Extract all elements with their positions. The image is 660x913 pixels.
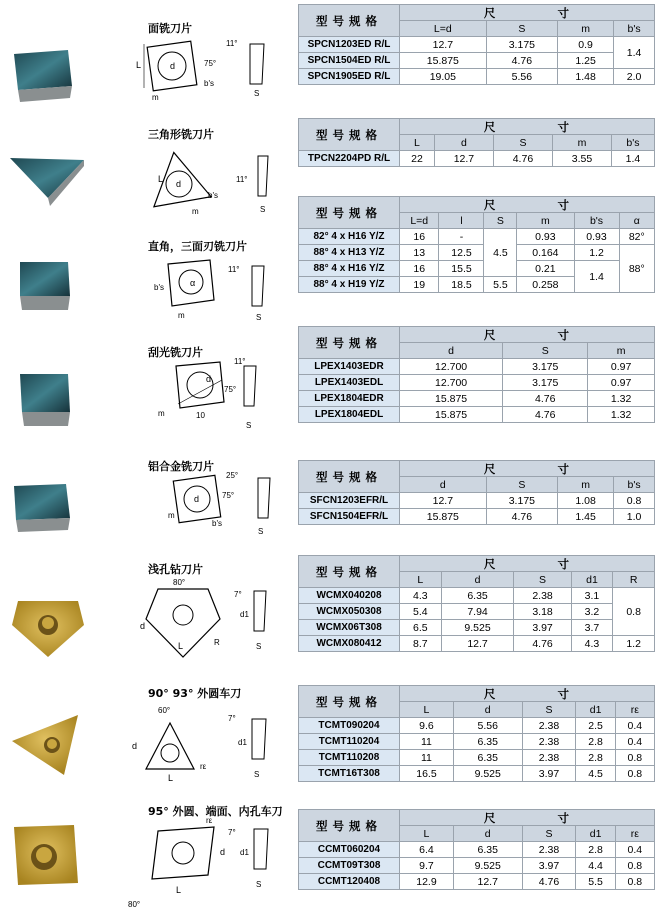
section-title: 95° 外圆、端面、内孔车刀 xyxy=(148,805,283,818)
svg-text:rε: rε xyxy=(206,817,213,825)
table-row: CCMT120408 12.9 12.7 4.76 5.5 0.8 xyxy=(299,874,655,890)
svg-text:d1: d1 xyxy=(240,848,249,857)
table-row: TCMT16T308 16.5 9.525 3.97 4.5 0.8 xyxy=(299,766,655,782)
section-side-milling xyxy=(0,190,660,320)
insert-photo-square xyxy=(8,46,78,110)
svg-text:75°: 75° xyxy=(222,491,235,500)
svg-text:b's: b's xyxy=(154,283,164,292)
spec-table: 型号规格 尺 寸 L d S d1 rε TCMT090204 9.6 5.56 2.38 2.5 0.4 TCMT110204 11 6.35 2.38 2.8 0.4 TCMT110208 11 6.35 2.38 2.8 0.8 TCMT16T308 16.5 9.525 3.97 4.5 0.8 xyxy=(298,685,655,782)
svg-text:S: S xyxy=(254,770,260,779)
table-row: SPCN1905ED R/L 19.05 5.56 1.48 2.0 xyxy=(299,69,655,85)
spec-table: 型号规格 尺 寸 L d S d1 R WCMX040208 4.3 6.35 2.38 3.1 0.8 WCMX050308 5.4 7.94 3.18 3.2 WCMX06T308 6.5 9.525 3.97 3.7 WCMX080412 8.7 12.7 4.76 4.3 1.2 xyxy=(298,555,655,652)
table-row: LPEX1804EDL 15.875 4.76 1.32 xyxy=(299,407,655,423)
spec-table: 型号规格 尺 寸 L=d S m b's SPCN1203ED R/L 12.7 3.175 0.9 1.4 SPCN1504ED R/L 15.875 4.76 1.25 SPCN1905ED R/L 19.05 5.56 1.48 2.0 xyxy=(298,4,655,85)
insert-photo-rectangle xyxy=(8,256,78,320)
insert-diagram xyxy=(128,36,278,106)
svg-text:d: d xyxy=(132,741,138,751)
svg-text:7°: 7° xyxy=(228,714,236,723)
model-header: 型号规格 xyxy=(299,5,400,37)
spec-table: 型号规格 尺 寸 d S m b's SFCN1203EFR/L 12.7 3.175 1.08 0.8 SFCN1504EFR/L 15.875 4.76 1.45 1.0 xyxy=(298,460,655,525)
svg-text:11°: 11° xyxy=(226,39,238,48)
insert-diagram xyxy=(128,254,278,328)
model-header: 型号规格 xyxy=(299,119,400,151)
svg-text:L: L xyxy=(168,773,174,783)
svg-text:L: L xyxy=(176,885,182,895)
svg-text:d: d xyxy=(176,179,182,189)
insert-photo-rhombic-gold xyxy=(8,823,88,893)
svg-text:m: m xyxy=(158,409,165,418)
svg-text:S: S xyxy=(256,313,262,322)
svg-text:S: S xyxy=(246,421,252,430)
table-row: WCMX040208 4.3 6.35 2.38 3.1 0.8 xyxy=(299,588,655,604)
spec-table: 型号规格 尺 寸 d S m LPEX1403EDR 12.700 3.175 0.97 LPEX1403EDL 12.700 3.175 0.97 LPEX1804EDR 15.875 4.76 1.32 LPEX1804EDL 15.875 4.76 1.32 xyxy=(298,326,655,423)
insert-diagram xyxy=(128,472,278,542)
table-row: WCMX06T308 6.5 9.525 3.97 3.7 xyxy=(299,620,655,636)
svg-text:S: S xyxy=(260,205,266,214)
insert-photo-trigon-gold xyxy=(8,595,88,665)
table-row: WCMX080412 8.7 12.7 4.76 4.3 1.2 xyxy=(299,636,655,652)
insert-diagram xyxy=(128,358,278,438)
table-row: LPEX1403EDL 12.700 3.175 0.97 xyxy=(299,375,655,391)
svg-text:75°: 75° xyxy=(224,385,237,394)
model-header: 型号规格 xyxy=(299,810,400,842)
table-row: 88° 4 x H19 Y/Z 19 18.5 5.5 0.258 xyxy=(299,277,655,293)
model-header: 型号规格 xyxy=(299,461,400,493)
svg-text:b's: b's xyxy=(212,519,222,528)
section-aluminum-milling xyxy=(0,450,660,545)
svg-text:11°: 11° xyxy=(236,175,248,184)
dimension-header: 尺 寸 xyxy=(400,556,655,572)
table-row: TCMT110204 11 6.35 2.38 2.8 0.4 xyxy=(299,734,655,750)
dimension-header: 尺 寸 xyxy=(400,327,655,343)
section-title: 90° 93° 外圆车刀 xyxy=(148,687,242,700)
table-row: LPEX1804EDR 15.875 4.76 1.32 xyxy=(299,391,655,407)
section-title: 面铣刀片 xyxy=(148,22,192,35)
svg-text:11°: 11° xyxy=(228,265,240,274)
svg-text:d: d xyxy=(206,374,212,384)
table-row: SFCN1504EFR/L 15.875 4.76 1.45 1.0 xyxy=(299,509,655,525)
svg-text:d: d xyxy=(170,61,176,71)
table-row: TCMT090204 9.6 5.56 2.38 2.5 0.4 xyxy=(299,718,655,734)
svg-text:S: S xyxy=(256,642,262,651)
dimension-header: 尺 寸 xyxy=(400,197,655,213)
dimension-header: 尺 寸 xyxy=(400,686,655,702)
table-row: TPCN2204PD R/L 22 12.7 4.76 3.55 1.4 xyxy=(299,151,655,167)
svg-text:L: L xyxy=(136,60,142,70)
section-turning-rhombic xyxy=(0,795,660,910)
svg-text:7°: 7° xyxy=(228,828,236,837)
table-row: LPEX1403EDR 12.700 3.175 0.97 xyxy=(299,359,655,375)
section-title: 铝合金铣刀片 xyxy=(148,460,214,473)
table-row: SPCN1504ED R/L 15.875 4.76 1.25 xyxy=(299,53,655,69)
svg-text:R: R xyxy=(214,638,220,647)
svg-text:b's: b's xyxy=(204,79,214,88)
spec-table: 型号规格 尺 寸 L=d l S m b's α 82° 4 x H16 Y/Z 16 - 4.5 0.93 0.93 82° 88° 4 x H13 Y/Z 13 12.5 0.164 1.2 88° 88° 4 x H16 Y/Z 16 15.5 0.21 1.4 88° 4 x H19 Y/Z 19 18.5 5.5 0.258 xyxy=(298,196,655,293)
table-row: CCMT09T308 9.7 9.525 3.97 4.4 0.8 xyxy=(299,858,655,874)
table-row: SFCN1203EFR/L 12.7 3.175 1.08 0.8 xyxy=(299,493,655,509)
table-row: WCMX050308 5.4 7.94 3.18 3.2 xyxy=(299,604,655,620)
svg-text:80°: 80° xyxy=(128,900,141,909)
svg-text:L: L xyxy=(158,174,164,184)
spec-table: 型号规格 尺 寸 L d S m b's TPCN2204PD R/L 22 12.7 4.76 3.55 1.4 xyxy=(298,118,655,167)
svg-text:b's: b's xyxy=(208,191,218,200)
table-row: 88° 4 x H16 Y/Z 16 15.5 0.21 1.4 xyxy=(299,261,655,277)
svg-text:S: S xyxy=(258,527,264,536)
svg-text:60°: 60° xyxy=(158,706,171,715)
svg-text:d: d xyxy=(220,847,226,857)
svg-text:d1: d1 xyxy=(240,610,249,619)
section-triangle-milling xyxy=(0,110,660,216)
insert-diagram xyxy=(128,699,278,787)
svg-text:m: m xyxy=(178,311,185,320)
section-drill-insert xyxy=(0,545,660,675)
section-title: 三角形铣刀片 xyxy=(148,128,214,141)
section-face-milling xyxy=(0,0,660,110)
dimension-header: 尺 寸 xyxy=(400,119,655,135)
model-header: 型号规格 xyxy=(299,197,400,229)
table-row: SPCN1203ED R/L 12.7 3.175 0.9 1.4 xyxy=(299,37,655,53)
section-turning-triangle xyxy=(0,675,660,795)
svg-text:d: d xyxy=(140,621,146,631)
insert-photo-square xyxy=(8,370,78,434)
svg-text:11°: 11° xyxy=(234,358,246,366)
svg-text:S: S xyxy=(254,89,260,98)
dimension-header: 尺 寸 xyxy=(400,461,655,477)
section-wiper-milling xyxy=(0,320,660,450)
model-header: 型号规格 xyxy=(299,686,400,718)
model-header: 型号规格 xyxy=(299,556,400,588)
insert-diagram xyxy=(128,575,278,669)
svg-text:75°: 75° xyxy=(204,59,217,68)
table-row: 82° 4 x H16 Y/Z 16 - 4.5 0.93 0.93 82° xyxy=(299,229,655,245)
model-header: 型号规格 xyxy=(299,327,400,359)
section-title: 刮光铣刀片 xyxy=(148,346,203,359)
svg-text:7°: 7° xyxy=(234,590,242,599)
insert-photo-triangle-gold xyxy=(8,711,88,781)
section-title: 直角，三面刃铣刀片 xyxy=(148,240,247,253)
dimension-header: 尺 寸 xyxy=(400,5,655,21)
spec-table: 型号规格 尺 寸 L d S d1 rε CCMT060204 6.4 6.35 2.38 2.8 0.4 CCMT09T308 9.7 9.525 3.97 4.4 0.8 CCMT120408 12.9 12.7 4.76 5.5 0.8 xyxy=(298,809,655,890)
svg-text:d1: d1 xyxy=(238,738,247,747)
insert-photo-square xyxy=(8,478,78,542)
table-row: 88° 4 x H13 Y/Z 13 12.5 0.164 1.2 88° xyxy=(299,245,655,261)
insert-diagram xyxy=(128,817,278,913)
svg-text:d: d xyxy=(194,494,200,504)
svg-text:L: L xyxy=(178,641,184,651)
svg-text:m: m xyxy=(152,93,159,102)
dimension-header: 尺 寸 xyxy=(400,810,655,826)
svg-text:80°: 80° xyxy=(173,578,186,587)
table-row: TCMT110208 11 6.35 2.38 2.8 0.8 xyxy=(299,750,655,766)
svg-text:m: m xyxy=(192,207,199,216)
svg-text:rε: rε xyxy=(200,762,207,771)
svg-text:S: S xyxy=(256,880,262,889)
svg-text:m: m xyxy=(168,511,175,520)
table-row: CCMT060204 6.4 6.35 2.38 2.8 0.4 xyxy=(299,842,655,858)
svg-text:10: 10 xyxy=(196,411,205,420)
svg-text:α: α xyxy=(190,278,196,288)
svg-text:25°: 25° xyxy=(226,472,239,480)
section-title: 浅孔钻刀片 xyxy=(148,563,203,576)
